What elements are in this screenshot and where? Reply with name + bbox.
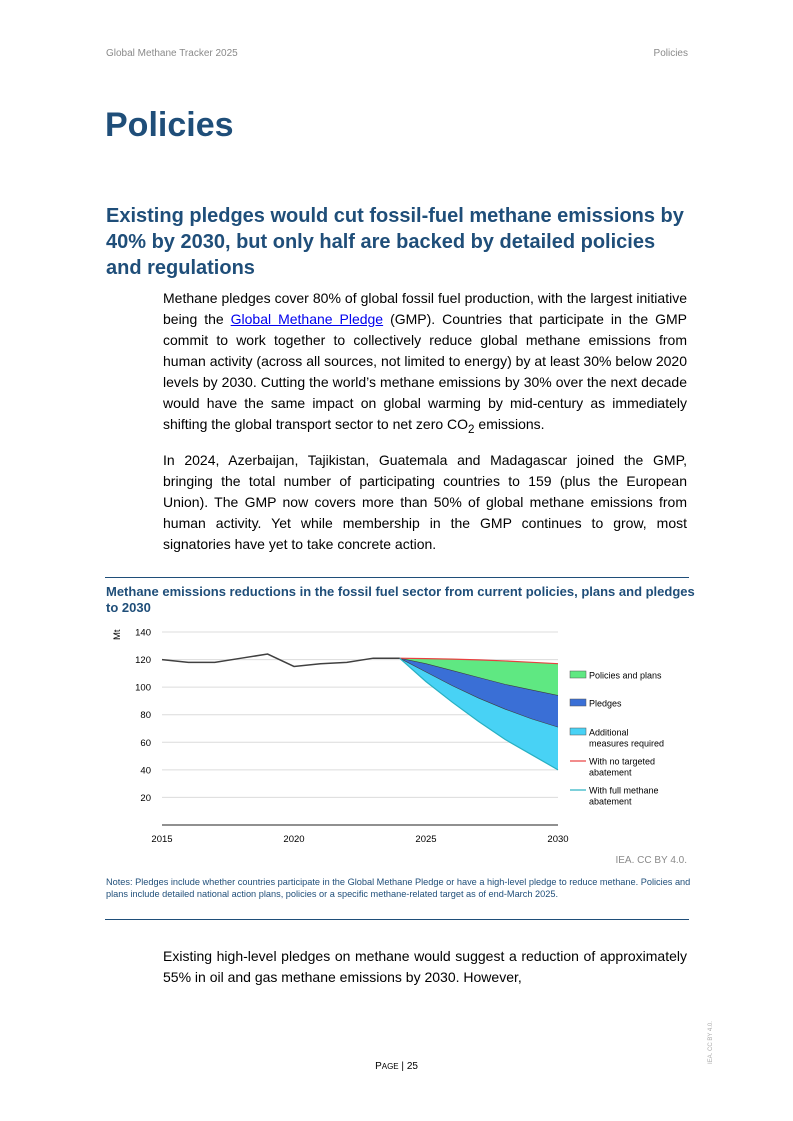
- y-tick-label-100: 100: [135, 682, 151, 694]
- paragraph-1-text-b: (GMP). Countries that participate in the GMP commit to work together to collectively reduce global methane emissions from human activity (across all sources, not limited to energy) by at least 30% below 2020 levels by 2030. Cutting the world’s methane emissions by 30% over the next decade would have the same impact on global warming by mid-century as immediately shifting the global transport sector to net zero CO: [163, 311, 688, 432]
- page-label-initial: P: [375, 1061, 382, 1072]
- page-separator: |: [401, 1061, 405, 1072]
- legend-label-0: Policies and plans: [589, 670, 662, 681]
- x-tick-label-2015: 2015: [151, 834, 173, 845]
- header-report-title: Global Methane Tracker 2025: [106, 48, 238, 59]
- header-section-name: Policies: [653, 48, 688, 59]
- legend-label-2: Additional measures required: [589, 727, 665, 749]
- figure-credit: IEA. CC BY 4.0.: [615, 855, 687, 866]
- y-tick-label-60: 60: [140, 737, 151, 749]
- x-tick-label-2020: 2020: [283, 834, 305, 845]
- x-tick-label-2030: 2030: [547, 834, 569, 845]
- y-tick-label-120: 120: [135, 655, 151, 667]
- legend-label-1: Pledges: [589, 698, 622, 709]
- page-title: Policies: [105, 106, 234, 144]
- page-number: 25: [406, 1061, 418, 1072]
- figure-bottom-rule: [105, 919, 689, 920]
- figure-title: Methane emissions reductions in the fossil fuel sector from current policies, plans and pledges to 2030: [106, 584, 695, 615]
- co2-subscript: 2: [468, 422, 475, 436]
- legend-swatch-2: [570, 728, 586, 735]
- page-label-rest: AGE: [381, 1062, 399, 1071]
- legend-swatch-0: [570, 671, 586, 678]
- legend-label-3: With no targeted abatement: [589, 756, 656, 778]
- y-axis-label: Mt: [112, 629, 123, 641]
- side-credit: IEA. CC BY 4.0.: [708, 1021, 714, 1064]
- y-tick-label-20: 20: [140, 792, 151, 804]
- paragraph-2: In 2024, Azerbaijan, Tajikistan, Guatemala and Madagascar joined the GMP, bringing the total number of participating countries to 159 (plus the European Union). The GMP now covers more than 50% of global methane emissions from human activity. Yet while membership in the GMP continues to grow, most signatories have yet to take concrete action.: [163, 452, 687, 552]
- y-tick-label-80: 80: [140, 710, 151, 722]
- page-footer: [0, 1061, 793, 1072]
- x-tick-label-2025: 2025: [415, 834, 437, 845]
- section-subtitle: Existing pledges would cut fossil-fuel methane emissions by 40% by 2030, but only half are backed by detailed policies and regulations: [106, 205, 684, 279]
- legend-label-4: With full methane abatement: [589, 785, 659, 807]
- y-tick-label-40: 40: [140, 765, 151, 777]
- paragraph-1: [163, 288, 687, 440]
- line-historical-emissions: [162, 654, 400, 666]
- paragraph-1-text-a: Methane pledges cover 80% of global fossil fuel production, with the largest initiative being the: [163, 290, 687, 327]
- legend-swatch-1: [570, 699, 586, 706]
- figure-notes: Notes: Pledges include whether countries participate in the Global Methane Pledge or have a high-level pledge to reduce methane. Policies and plans include detailed national action plans, policies or a specific methane-related target as of end-March 2025.: [106, 877, 691, 899]
- global-methane-pledge-link[interactable]: Global Methane Pledge: [230, 311, 384, 327]
- figure-top-rule: [105, 577, 689, 578]
- emissions-chart: [0, 620, 793, 850]
- y-tick-label-140: 140: [135, 627, 151, 639]
- paragraph-1-text-c: emissions.: [474, 416, 545, 432]
- paragraph-3: Existing high-level pledges on methane would suggest a reduction of approximately 55% in oil and gas methane emissions by 2030. However,: [163, 948, 687, 985]
